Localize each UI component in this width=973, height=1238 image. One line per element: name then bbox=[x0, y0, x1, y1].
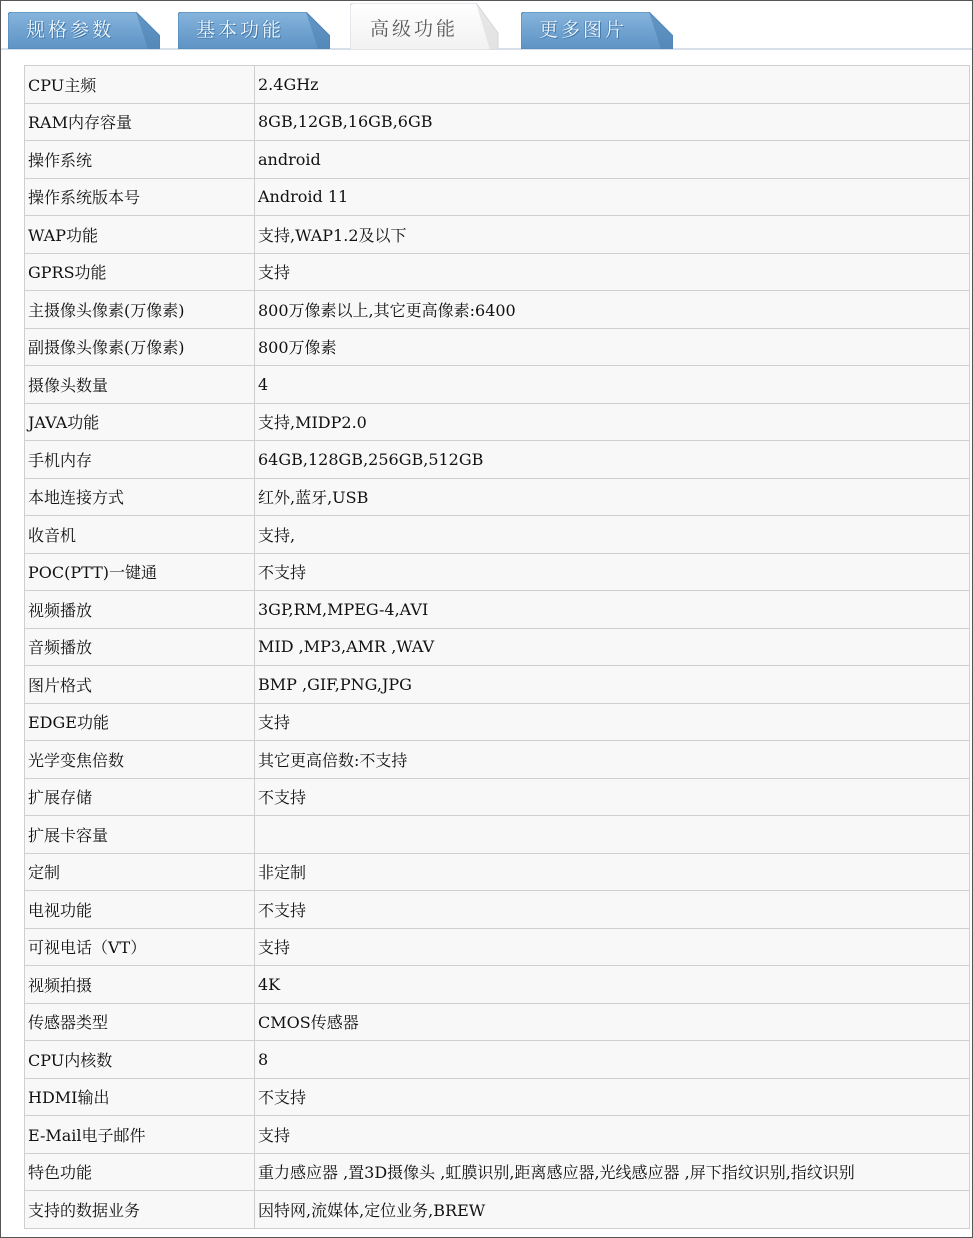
spec-row bbox=[25, 1116, 970, 1154]
spec-value: CMOS传感器 bbox=[255, 1003, 970, 1041]
spec-value: 支持 bbox=[255, 928, 970, 966]
spec-value: 不支持 bbox=[255, 891, 970, 929]
spec-name: 支持的数据业务 bbox=[25, 1191, 255, 1229]
spec-value: android bbox=[255, 141, 970, 179]
spec-name: 传感器类型 bbox=[25, 1003, 255, 1041]
spec-row bbox=[25, 141, 970, 179]
spec-name: 主摄像头像素(万像素) bbox=[25, 291, 255, 329]
spec-value: 不支持 bbox=[255, 1078, 970, 1116]
spec-row bbox=[25, 216, 970, 254]
tab-specs-label: 规格参数 bbox=[26, 19, 115, 41]
spec-name: 摄像头数量 bbox=[25, 366, 255, 404]
spec-value: 红外,蓝牙,USB bbox=[255, 478, 970, 516]
spec-value: BMP ,GIF,PNG,JPG bbox=[255, 666, 970, 704]
tab-advanced-functions-label: 高级功能 bbox=[370, 18, 459, 40]
spec-value: MID ,MP3,AMR ,WAV bbox=[255, 628, 970, 666]
spec-row bbox=[25, 1078, 970, 1116]
spec-row bbox=[25, 666, 970, 704]
spec-name: 图片格式 bbox=[25, 666, 255, 704]
spec-row bbox=[25, 553, 970, 591]
spec-row bbox=[25, 628, 970, 666]
tab-basic-functions-label: 基本功能 bbox=[196, 19, 285, 41]
spec-value: 因特网,流媒体,定位业务,BREW bbox=[255, 1191, 970, 1229]
spec-value: 4K bbox=[255, 966, 970, 1004]
spec-row bbox=[25, 591, 970, 629]
spec-value: 非定制 bbox=[255, 853, 970, 891]
spec-name: 扩展卡容量 bbox=[25, 816, 255, 854]
spec-value: 支持 bbox=[255, 1116, 970, 1154]
spec-row bbox=[25, 328, 970, 366]
spec-row bbox=[25, 1003, 970, 1041]
spec-value: Android 11 bbox=[255, 178, 970, 216]
tab-basic-functions[interactable] bbox=[178, 12, 330, 49]
spec-row bbox=[25, 291, 970, 329]
spec-name: JAVA功能 bbox=[25, 403, 255, 441]
spec-row bbox=[25, 66, 970, 104]
spec-value: 支持, bbox=[255, 516, 970, 554]
spec-row bbox=[25, 741, 970, 779]
spec-value: 不支持 bbox=[255, 553, 970, 591]
spec-name: 音频播放 bbox=[25, 628, 255, 666]
spec-row bbox=[25, 1153, 970, 1191]
spec-name: EDGE功能 bbox=[25, 703, 255, 741]
spec-row bbox=[25, 778, 970, 816]
spec-name: 电视功能 bbox=[25, 891, 255, 929]
spec-row bbox=[25, 853, 970, 891]
spec-row bbox=[25, 403, 970, 441]
tab-specs[interactable] bbox=[8, 12, 160, 49]
tab-more-pictures[interactable] bbox=[521, 12, 673, 49]
spec-name: 视频播放 bbox=[25, 591, 255, 629]
spec-row bbox=[25, 928, 970, 966]
spec-row bbox=[25, 441, 970, 479]
spec-name: 光学变焦倍数 bbox=[25, 741, 255, 779]
spec-value: 支持 bbox=[255, 703, 970, 741]
spec-value: 重力感应器 ,置3D摄像头 ,虹膜识别,距离感应器,光线感应器 ,屏下指纹识别,指纹识别 bbox=[255, 1153, 970, 1191]
spec-row bbox=[25, 703, 970, 741]
spec-value: 支持,MIDP2.0 bbox=[255, 403, 970, 441]
spec-row bbox=[25, 253, 970, 291]
spec-name: 本地连接方式 bbox=[25, 478, 255, 516]
spec-row bbox=[25, 1041, 970, 1079]
spec-row bbox=[25, 516, 970, 554]
spec-name: WAP功能 bbox=[25, 216, 255, 254]
spec-table bbox=[24, 65, 970, 1229]
spec-name: 可视电话（VT） bbox=[25, 928, 255, 966]
spec-row bbox=[25, 366, 970, 404]
spec-name: 操作系统版本号 bbox=[25, 178, 255, 216]
spec-row bbox=[25, 891, 970, 929]
spec-name: POC(PTT)一键通 bbox=[25, 553, 255, 591]
spec-row bbox=[25, 103, 970, 141]
spec-value bbox=[255, 816, 970, 854]
spec-name: 扩展存储 bbox=[25, 778, 255, 816]
spec-table-body bbox=[25, 66, 970, 1229]
spec-value: 2.4GHz bbox=[255, 66, 970, 104]
tab-bar bbox=[1, 1, 972, 51]
tab-more-pictures-label: 更多图片 bbox=[539, 19, 628, 41]
spec-name: 特色功能 bbox=[25, 1153, 255, 1191]
spec-name: HDMI输出 bbox=[25, 1078, 255, 1116]
spec-value: 800万像素以上,其它更高像素:6400 bbox=[255, 291, 970, 329]
spec-name: RAM内存容量 bbox=[25, 103, 255, 141]
spec-value: 支持,WAP1.2及以下 bbox=[255, 216, 970, 254]
spec-value: 64GB,128GB,256GB,512GB bbox=[255, 441, 970, 479]
spec-value: 800万像素 bbox=[255, 328, 970, 366]
spec-name: CPU主频 bbox=[25, 66, 255, 104]
spec-row bbox=[25, 178, 970, 216]
spec-value: 8 bbox=[255, 1041, 970, 1079]
spec-row bbox=[25, 1191, 970, 1229]
spec-name: 视频拍摄 bbox=[25, 966, 255, 1004]
spec-row bbox=[25, 478, 970, 516]
spec-name: 手机内存 bbox=[25, 441, 255, 479]
spec-value: 8GB,12GB,16GB,6GB bbox=[255, 103, 970, 141]
spec-name: 副摄像头像素(万像素) bbox=[25, 328, 255, 366]
spec-name: GPRS功能 bbox=[25, 253, 255, 291]
tab-advanced-functions[interactable] bbox=[350, 3, 502, 50]
spec-name: E-Mail电子邮件 bbox=[25, 1116, 255, 1154]
spec-value: 不支持 bbox=[255, 778, 970, 816]
spec-value: 3GP,RM,MPEG-4,AVI bbox=[255, 591, 970, 629]
spec-row bbox=[25, 966, 970, 1004]
spec-name: 收音机 bbox=[25, 516, 255, 554]
spec-name: 定制 bbox=[25, 853, 255, 891]
spec-value: 4 bbox=[255, 366, 970, 404]
spec-name: CPU内核数 bbox=[25, 1041, 255, 1079]
spec-value: 其它更高倍数:不支持 bbox=[255, 741, 970, 779]
spec-row bbox=[25, 816, 970, 854]
spec-value: 支持 bbox=[255, 253, 970, 291]
spec-name: 操作系统 bbox=[25, 141, 255, 179]
